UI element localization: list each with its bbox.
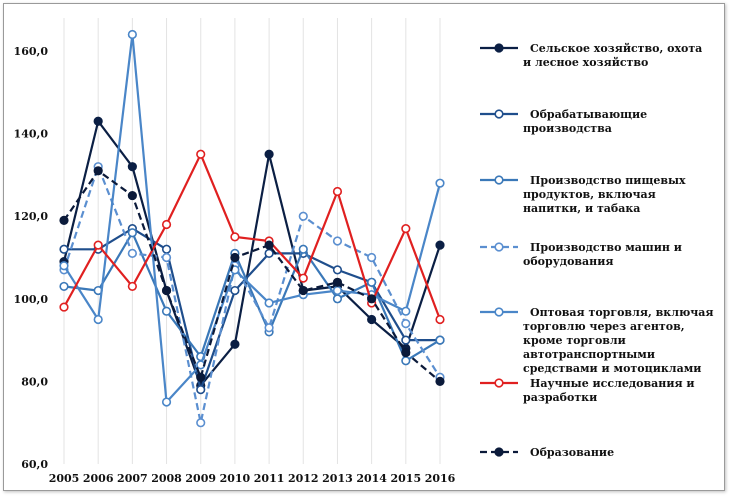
data-point: [299, 274, 307, 282]
series-7: [60, 167, 444, 385]
legend-label: продуктов, включая: [523, 188, 656, 201]
data-point: [402, 320, 410, 328]
legend-label: Производство машин и: [530, 241, 682, 254]
y-tick-label: 160,0: [13, 45, 48, 59]
data-point: [265, 324, 273, 332]
data-point: [436, 316, 444, 324]
legend-item-6: [480, 377, 695, 404]
data-point: [60, 303, 68, 311]
legend-item-5: [480, 306, 714, 375]
data-point: [231, 287, 239, 295]
x-tick-label: 2015: [390, 472, 422, 485]
legend-label: Образование: [530, 446, 615, 459]
data-point: [163, 245, 171, 253]
data-point: [163, 307, 171, 315]
data-point: [231, 254, 239, 262]
data-point: [197, 386, 205, 394]
data-point: [368, 278, 376, 286]
data-point: [334, 188, 342, 196]
data-point: [163, 398, 171, 406]
x-tick-label: 2006: [82, 472, 114, 485]
y-axis-ticks: [14, 45, 49, 471]
data-point: [231, 233, 239, 241]
x-tick-label: 2010: [219, 472, 251, 485]
data-point: [402, 336, 410, 344]
legend-label: Обрабатывающие: [530, 108, 648, 121]
legend-label: оборудования: [523, 255, 614, 268]
data-point: [368, 316, 376, 324]
data-point: [163, 254, 171, 262]
data-point: [60, 245, 68, 253]
data-point: [231, 340, 239, 348]
data-point: [129, 250, 137, 258]
data-point: [265, 299, 273, 307]
x-tick-label: 2014: [356, 472, 387, 485]
legend-swatch-marker: [495, 243, 503, 251]
data-point: [402, 349, 410, 357]
data-point: [197, 419, 205, 427]
legend-swatch-marker: [495, 379, 503, 387]
data-point: [94, 167, 102, 175]
data-point: [60, 217, 68, 225]
legend-label: разработки: [523, 391, 598, 404]
data-point: [299, 287, 307, 295]
x-tick-label: 2013: [322, 472, 353, 485]
data-point: [94, 241, 102, 249]
data-point: [129, 31, 137, 39]
data-point: [334, 278, 342, 286]
data-point: [299, 245, 307, 253]
data-point: [368, 254, 376, 262]
legend-item-1: [480, 42, 702, 69]
data-point: [163, 221, 171, 229]
legend-swatch-marker: [495, 308, 503, 316]
series-5: [60, 31, 444, 406]
x-tick-label: 2008: [151, 472, 182, 485]
legend-item-4: [480, 241, 682, 268]
data-point: [163, 287, 171, 295]
legend-swatch-marker: [495, 110, 503, 118]
legend-swatch-marker: [495, 176, 503, 184]
data-point: [60, 262, 68, 270]
x-tick-label: 2007: [117, 472, 148, 485]
y-tick-label: 100,0: [13, 292, 48, 306]
x-tick-label: 2005: [48, 472, 80, 485]
x-tick-label: 2012: [287, 472, 319, 485]
data-point: [129, 229, 137, 237]
legend-label: Сельское хозяйство, охота: [530, 42, 703, 55]
legend-label: напитки, и табака: [523, 202, 641, 215]
legend-item-2: [480, 108, 647, 135]
series-line: [64, 167, 440, 423]
legend-label: Производство пищевых: [530, 174, 686, 187]
y-tick-label: 80,0: [21, 375, 48, 389]
y-tick-label: 120,0: [13, 210, 48, 224]
data-point: [197, 373, 205, 381]
x-axis-ticks: [49, 472, 456, 485]
series-line: [64, 35, 440, 403]
legend-label: автотранспортными: [523, 348, 655, 361]
data-point: [436, 336, 444, 344]
y-tick-label: 140,0: [13, 127, 48, 141]
legend-label: торговлю через агентов,: [523, 320, 685, 333]
legend-label: производства: [523, 122, 612, 135]
legend-label: средствами и мотоциклами: [523, 362, 702, 375]
data-point: [436, 378, 444, 386]
data-point: [129, 163, 137, 171]
data-point: [94, 316, 102, 324]
data-point: [334, 237, 342, 245]
legend-label: кроме торговли: [523, 334, 626, 347]
legend-label: и лесное хозяйство: [523, 56, 649, 69]
data-point: [402, 307, 410, 315]
data-point: [334, 287, 342, 295]
legend-label: Научные исследования и: [530, 377, 695, 390]
series-4: [60, 163, 444, 427]
y-tick-label: 60,0: [21, 458, 48, 471]
data-point: [436, 179, 444, 187]
data-point: [94, 117, 102, 125]
data-point: [129, 283, 137, 291]
data-point: [265, 150, 273, 158]
x-tick-label: 2016: [424, 472, 456, 485]
x-tick-label: 2009: [185, 472, 217, 485]
data-point: [197, 150, 205, 158]
data-point: [129, 192, 137, 200]
x-tick-label: 2011: [253, 472, 285, 485]
data-point: [402, 225, 410, 233]
data-point: [402, 357, 410, 365]
data-point: [436, 241, 444, 249]
data-point: [334, 295, 342, 303]
legend: [480, 42, 714, 459]
legend-item-7: [480, 446, 614, 459]
legend-label: Оптовая торговля, включая: [530, 306, 714, 319]
data-point: [368, 295, 376, 303]
gridlines: [64, 18, 440, 464]
series-lines: [60, 31, 444, 427]
legend-swatch-marker: [495, 44, 503, 52]
data-point: [265, 241, 273, 249]
data-point: [299, 212, 307, 220]
legend-item-3: [480, 174, 686, 215]
data-point: [265, 250, 273, 258]
data-point: [60, 283, 68, 291]
legend-swatch-marker: [495, 448, 503, 456]
data-point: [334, 266, 342, 274]
